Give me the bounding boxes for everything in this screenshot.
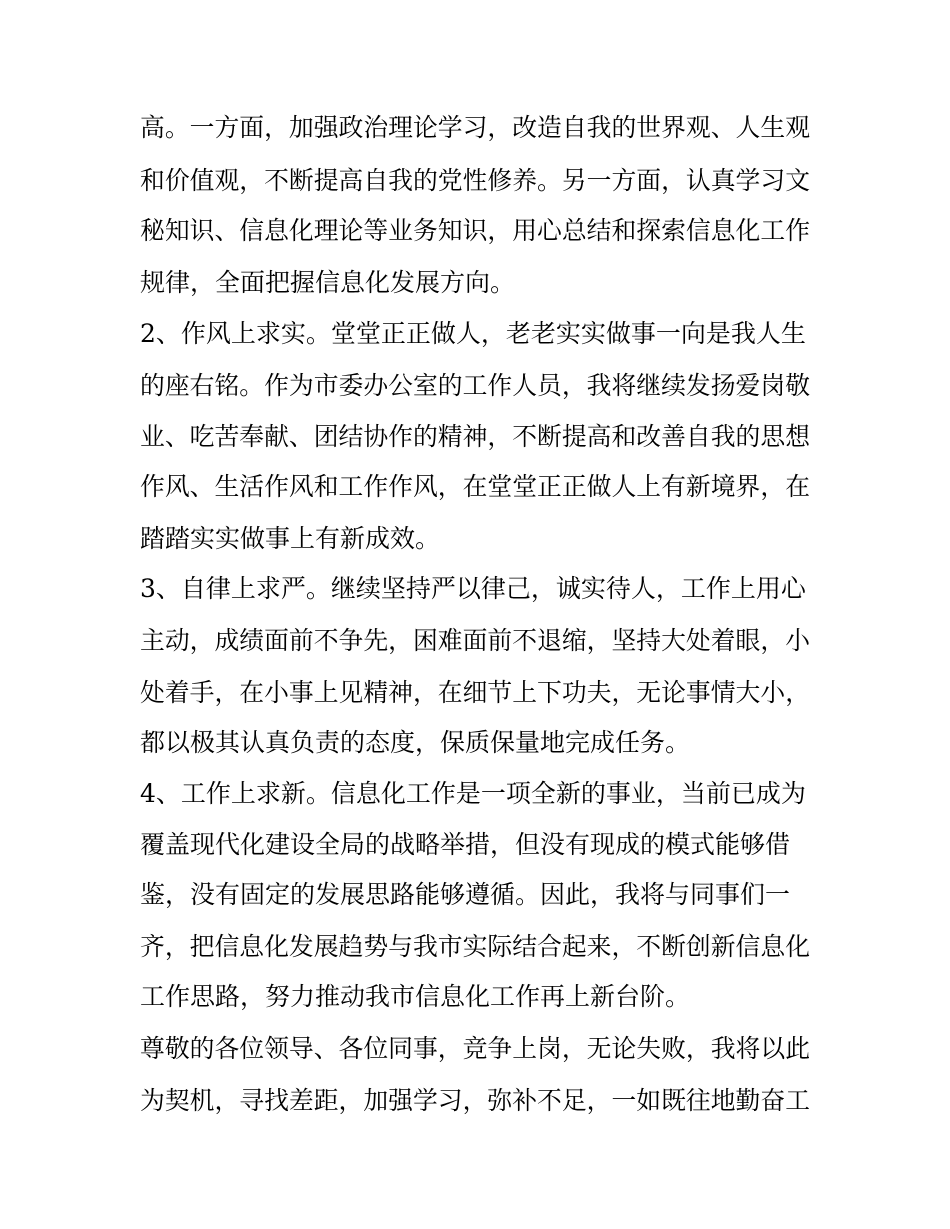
text-line: 工作思路，努力推动我市信息化工作再上新台阶。 [140,982,691,1011]
text-line: 尊敬的各位领导、各位同事，竞争上岗，无论失败，我将以此 [140,1034,811,1063]
text-line: 3、自律上求严。继续坚持严以律己，诚实待人，工作上用心 [140,574,806,603]
text-line: 业、吃苦奉献、团结协作的精神，不断提高和改善自我的思想 [140,422,811,451]
text-line: 处着手，在小事上见精神，在细节上下功夫，无论事情大小， [140,678,811,707]
text-line: 都以极其认真负责的态度，保质保量地完成任务。 [140,728,691,757]
text-line: 规律，全面把握信息化发展方向。 [140,268,516,297]
text-line: 作风、生活作风和工作作风，在堂堂正正做人上有新境界，在 [140,472,811,501]
text-line: 齐，把信息化发展趋势与我市实际结合起来，不断创新信息化 [140,932,811,961]
text-line: 踏踏实实做事上有新成效。 [140,524,441,553]
text-line: 高。一方面，加强政治理论学习，改造自我的世界观、人生观 [140,113,811,142]
text-line: 4、工作上求新。信息化工作是一项全新的事业，当前已成为 [140,779,806,808]
text-line: 的座右铭。作为市委办公室的工作人员，我将继续发扬爱岗敬 [140,371,811,400]
text-line: 秘知识、信息化理论等业务知识，用心总结和探索信息化工作 [140,216,811,245]
text-line: 覆盖现代化建设全局的战略举措，但没有现成的模式能够借 [140,830,791,859]
text-line: 为契机，寻找差距，加强学习，弥补不足，一如既往地勤奋工 [140,1086,811,1115]
text-line: 鉴，没有固定的发展思路能够遵循。因此，我将与同事们一 [140,880,791,909]
text-line: 2、作风上求实。堂堂正正做人，老老实实做事一向是我人生 [140,319,806,348]
text-line: 和价值观，不断提高自我的党性修养。另一方面，认真学习文 [140,166,811,195]
text-line: 主动，成绩面前不争先，困难面前不退缩，坚持大处着眼，小 [140,626,811,655]
